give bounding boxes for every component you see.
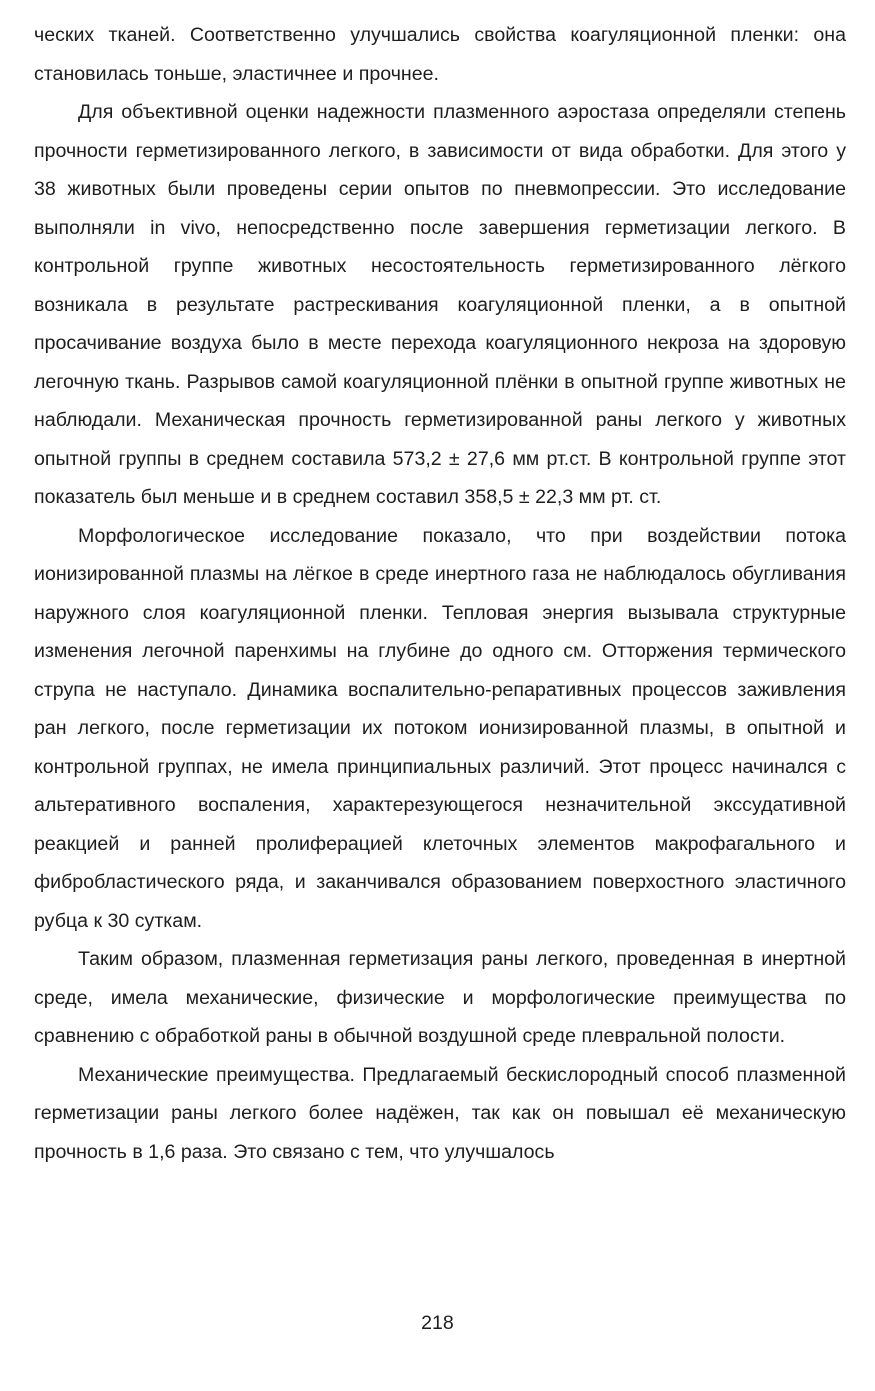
paragraph-mechanical-advantages: Механические преимущества. Предлагаемый бескислородный способ плазменной герметизации раны легкого более надёжен, так как он повышал её механическую прочность в 1,6 раза. Это связано с тем, что улучшалось [34, 1063, 846, 1163]
paragraph-strength-assessment: Для объективной оценки надежности плазменного аэростаза определяли степень прочности герметизированного легкого, в зависимости от вида обработки. Для этого у 38 животных были проведены серии опытов по пневмопрессии. Это исследование выполняли in vivo, непосредственно после завершения герметизации легкого. В контрольной группе животных несостоятельность герметизированного лёгкого возникала в результате растрескивания коагуляционной пленки, а в опытной просачивание воздуха было в месте перехода коагуляционного некроза на здоровую легочную ткань. Разрывов самой коагуляционной плёнки в опытной группе животных не наблюдали. Механическая прочность герметизированной раны легкого у животных опытной группы в среднем составила 573,2 ± 27,6 мм рт.ст. В контрольной группе этот показатель был меньше и в среднем составил 358,5 ± 22,3 мм рт. ст. [34, 101, 846, 508]
document-page [34, 16, 846, 1171]
paragraph-conclusion: Таким образом, плазменная герметизация раны легкого, проведенная в инертной среде, имела механические, физические и морфологические преимущества по сравнению с обработкой раны в обычной воздушной среде плевральной полости. [34, 948, 846, 1047]
page-number: 218 [421, 1312, 454, 1334]
paragraph-morphology: Морфологическое исследование показало, что при воздействии потока ионизированной плазмы на лёгкое в среде инертного газа не наблюдалось обугливания наружного слоя коагуляционной пленки. Тепловая энергия вызывала структурные изменения легочной паренхимы на глубине до одного см. Отторжения термического струпа не наступало. Динамика воспалительно-репаративных процессов заживления ран легкого, после герметизации их потоком ионизированной плазмы, в опытной и контрольной группах, не имела принципиальных различий. Этот процесс начинался с альтеративного воспаления, характерезующегося незначительной экссудативной реакцией и ранней пролиферацией клеточных элементов макрофагального и фибробластического ряда, и заканчивался образованием поверхостного эластичного рубца к 30 суткам. [34, 524, 846, 932]
paragraph-continuation: ческих тканей. Соответственно улучшались свойства коагуляционной пленки: она становилась тоньше, эластичнее и прочнее. [34, 24, 846, 85]
